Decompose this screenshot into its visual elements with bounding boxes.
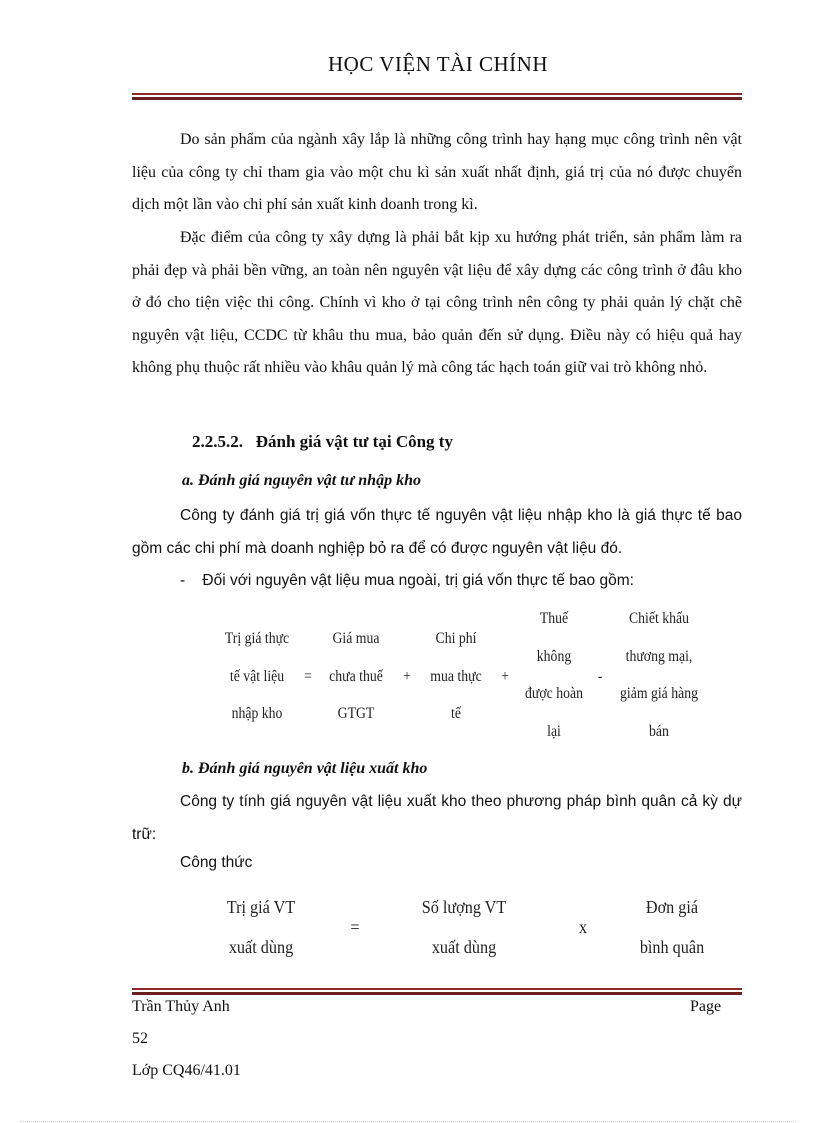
formula1-term-purchase-cost: Chi phí mua thực tế (430, 630, 482, 722)
subheading-b: b. Đánh giá nguyên vật liệu xuất kho (182, 760, 428, 777)
formula2-equals: = (350, 917, 360, 937)
section-number: 2.2.5.2. (192, 432, 243, 451)
formula1-term-discount: Chiết khấu thương mại, giảm giá hàng bán (620, 610, 698, 740)
section-heading (192, 432, 453, 452)
bullet-dash: - (180, 572, 186, 589)
sub-a-paragraph (132, 500, 742, 565)
footer-page-number: 52 (132, 1030, 148, 1047)
formula1-plus-2: + (501, 668, 509, 685)
sub-a-paragraph-text: Công ty đánh giá trị giá vốn thực tế nguyên vật liệu nhập kho là giá thực tế bao gồm các chi phí mà doanh nghiệp bỏ ra để có được nguyên vật liệu đó. (132, 507, 742, 557)
sub-a-bullet (180, 570, 634, 592)
page-bottom-border (20, 1121, 796, 1122)
formula1-term-purchase-price: Giá mua chưa thuế GTGT (329, 630, 383, 722)
paragraph-1-text: Do sản phẩm của ngành xây lắp là những công trình hay hạng mục công trình nên vật liệu của công ty chỉ tham gia vào một chu kì sản xuất nhất định, giá trị của nó được chuyển dịch một lần vào chi phí sản xuất kinh doanh trong kì. (132, 131, 742, 213)
formula1-term-tax: Thuế không được hoàn lại (525, 610, 583, 740)
formula2-result: Trị giá VT xuất dùng (226, 897, 296, 957)
bullet-text: Đối với nguyên vật liệu mua ngoài, trị giá vốn thực tế bao gồm: (202, 572, 634, 589)
formula2-quantity: Số lượng VT xuất dùng (421, 897, 507, 957)
header-rule (132, 93, 742, 100)
paragraph-2-text: Đặc điểm của công ty xây dựng là phải bắt kịp xu hướng phát triển, sản phẩm làm ra phải đẹp và phải bền vững, an toàn nên nguyên vật liệu để xây dựng các công trình ở đâu kho ở đó cho tiện việc thi công. Chính vì kho ở tại công trình nên công ty phải quản lý chặt chẽ nguyên vật liệu, CCDC từ khâu thu mua, bảo quản đến sử dụng. Điều này có hiệu quả hay không phụ thuộc rất nhiều vào khâu quản lý mà công tác hạch toán giữ vai trò không nhỏ. (132, 229, 742, 376)
formula1-equals: = (304, 668, 312, 685)
page-header-title: HỌC VIỆN TÀI CHÍNH (328, 52, 548, 76)
footer-class: Lớp CQ46/41.01 (132, 1062, 241, 1079)
section-title: Đánh giá vật tư tại Công ty (255, 432, 453, 451)
formula2-unit-price: Đơn giá bình quân (639, 897, 705, 957)
footer-rule (132, 988, 742, 995)
formula1-minus: - (597, 668, 603, 685)
formula1-result: Trị giá thực tế vật liệu nhập kho (224, 630, 290, 722)
formula1-plus-1: + (403, 668, 411, 685)
subheading-a: a. Đánh giá nguyên vật tư nhập kho (182, 472, 421, 489)
sub-b-paragraph (132, 786, 742, 851)
formula2-times: x (578, 917, 588, 937)
formula-label: Công thức (180, 854, 253, 871)
footer-author: Trần Thủy Anh (132, 998, 230, 1015)
paragraph-2 (132, 222, 742, 385)
footer-page-label: Page (690, 998, 722, 1015)
sub-b-paragraph-text: Công ty tính giá nguyên vật liệu xuất kho theo phương pháp bình quân cả kỳ dự trữ: (132, 793, 742, 843)
paragraph-1 (132, 124, 742, 222)
